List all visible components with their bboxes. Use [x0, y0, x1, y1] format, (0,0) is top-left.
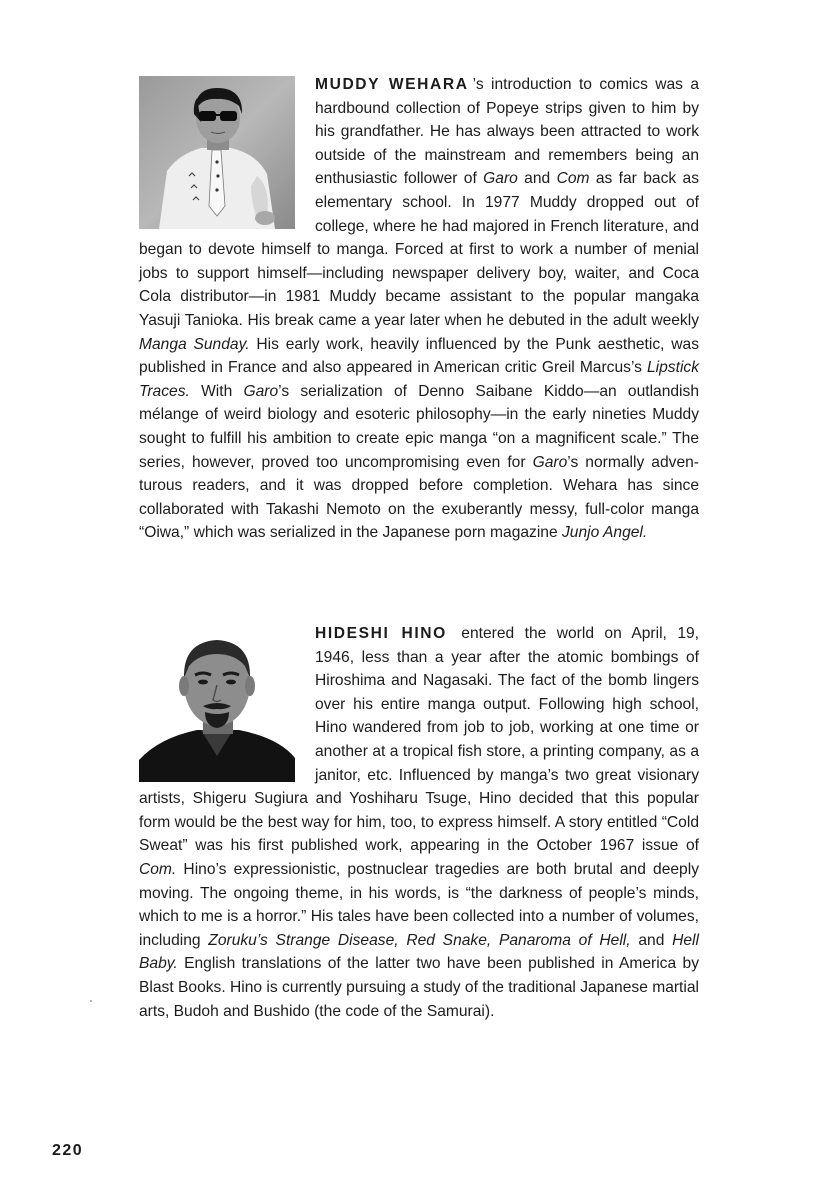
italic-title: Garo — [243, 382, 279, 400]
page-number: 220 — [52, 1142, 84, 1159]
photo-hideshi-hino — [139, 630, 295, 782]
bio-name-muddy-wehara: MUDDY WEHARA — [315, 76, 469, 93]
photo-muddy-wehara — [139, 76, 295, 229]
text-run: ’s serialization of Denno Saibane Kiddo—an outlandish mélange of weird biology and esoteric philosophy—in the early nineties Muddy sought to fulfill his ambition to create epic manga “on a magnificent scale.” The series, however, proved too uncompromising even for — [139, 382, 699, 471]
italic-title: Garo — [483, 170, 518, 188]
text-run: With — [189, 382, 244, 400]
text-run: ’s normally adventurous readers, and it was dropped before completion. Wehara has since collaborated with Takashi Nemoto on the exuberantly messy, full-color manga “Oiwa,” which was serialized in the Japanese porn magazine — [139, 453, 699, 542]
italic-title: Com. — [139, 860, 177, 878]
text-run: and — [630, 931, 673, 949]
text-run: English translations of the latter two have been published in America by Blast Books. Hino is currently pursuing a study of the traditional Japanese martial arts, Budoh and Bushido (the code of the Samurai). — [139, 955, 699, 1020]
text-run: and — [517, 170, 557, 188]
text-run: His early work, heavily influenced by the Punk aesthetic, was published in France and also appeared in American critic Greil Marcus’s — [139, 335, 700, 377]
scan-speck — [90, 1000, 92, 1002]
italic-title: Garo — [532, 453, 568, 471]
bio-muddy-wehara — [139, 73, 699, 545]
italic-title: Com — [556, 170, 590, 188]
text-run: entered the world on April, 19, 1946, less than a year after the atomic bombings of Hiroshima and Nagasaki. The fact of the bomb lingers over his entire manga output. Following high school, Hino wandered from job to job, working at one time or another at a tropical fish store, a printing company, as a janitor, etc. Influenced by manga’s two great visionary artists, Shigeru Sugiura and Yoshiharu Tsuge, Hino decided that this popular form would be the best way for him, too, to express himself. A story entitled “Cold Sweat” was his first published work, appearing in the October 1967 issue of — [139, 625, 699, 855]
portrait-muddy-wehara-image — [139, 76, 295, 229]
italic-title: Lipstick Traces. — [139, 359, 699, 400]
portrait-hideshi-hino-image — [139, 630, 295, 782]
italic-title: Manga Sunday. — [139, 335, 250, 353]
text-run: ’s introduction to comics was a hardbound collection of Popeye strips given to him by his grandfather. He has always been attracted to work outside of the mainstream and remembers being an enthusiastic follower of — [315, 76, 700, 188]
bio-hideshi-hino — [139, 622, 699, 1023]
italic-title: Hell Baby. — [139, 931, 699, 973]
text-run: as far back as elementary school. In 1977 Muddy dropped out of college, where he had majored in French literature, and began to devote himself to manga. Forced at first to work a number of menial jobs to support himself—including newspaper delivery boy, waiter, and Coca Cola distributor—in 1981 Muddy became assistant to the popular mangaka Yasuji Tanioka. His break came a year later when he debuted in the adult weekly — [139, 170, 699, 329]
italic-title: Zoruku’s Strange Disease, Red Snake, Panaroma of Hell, — [208, 931, 631, 949]
text-run: Hino’s expressionistic, postnuclear tragedies are both brutal and deeply moving. The ongoing theme, in his words, is “the darkness of people’s minds, which to me is a horror.” His tales have been collected into a number of volumes, including — [139, 860, 699, 949]
italic-title: Junjo Angel. — [561, 524, 648, 542]
bio-name-hideshi-hino: HIDESHI HINO — [315, 625, 447, 642]
